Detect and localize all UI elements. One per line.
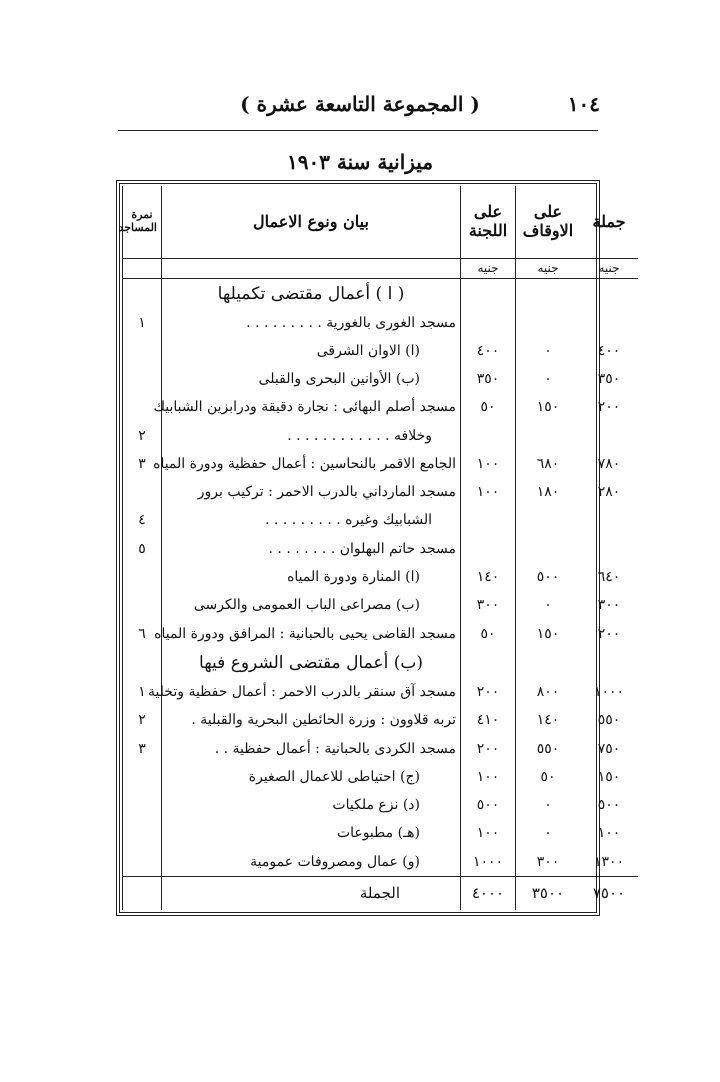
running-head: ( المجموعة التاسعة عشرة ) (240, 92, 480, 116)
table-row (123, 365, 639, 393)
row-total: ٢٠٠ (597, 399, 621, 416)
row-awqaf: ٥٠ (516, 763, 581, 791)
row-index (123, 278, 162, 308)
row-awqaf (516, 422, 581, 450)
row-awqaf: ٥٠٠ (516, 563, 581, 591)
row-total: ١٣٠٠ (593, 853, 625, 870)
unit-row (123, 258, 639, 278)
table-row (123, 734, 639, 762)
row-total: ٣٠٠ (597, 597, 621, 614)
grand-total-lajna: ٤٠٠٠ (461, 876, 516, 910)
row-lajna: ٥٠ (461, 393, 516, 421)
row-awqaf: ١٥٠ (516, 619, 581, 647)
row-description: ( ا ) أعمال مقتضى تكميلها (162, 278, 461, 308)
row-lajna (461, 506, 516, 534)
header-description: بيان ونوع الاعمال (162, 186, 461, 258)
row-total: ٢٠٠ (597, 625, 621, 642)
row-index: ٦ (123, 619, 162, 647)
row-index (123, 763, 162, 791)
row-index: ٣ (123, 450, 162, 478)
table-row (123, 422, 639, 450)
table-row (123, 678, 639, 706)
row-total: ٢٨٠ (597, 484, 621, 501)
header-rule (118, 130, 598, 131)
row-lajna (461, 535, 516, 563)
row-index (123, 591, 162, 619)
row-lajna: ١٤٠ (461, 563, 516, 591)
row-total: ٧٥٠ (597, 740, 621, 757)
row-awqaf: ١٨٠ (516, 478, 581, 506)
table-row (123, 706, 639, 734)
row-index (123, 337, 162, 365)
header-awqaf: على الاوقاف (516, 186, 581, 258)
row-awqaf: ٥٥٠ (516, 734, 581, 762)
row-total: ٦٤٠ (597, 568, 621, 585)
row-lajna: ١٠٠ (461, 819, 516, 847)
row-index (123, 819, 162, 847)
budget-body (123, 258, 639, 876)
table-row (123, 848, 639, 876)
row-awqaf: ٠ (516, 819, 581, 847)
row-lajna: ١٠٠٠ (461, 848, 516, 876)
budget-title: ميزانية سنة ١٩٠٣ (286, 150, 434, 174)
row-index: ٢ (123, 422, 162, 450)
table-row (123, 450, 639, 478)
table-row (123, 337, 639, 365)
row-index (123, 478, 162, 506)
row-awqaf: ٠ (516, 365, 581, 393)
row-description: مسجد القاضى يحيى بالحبانية : المرافق ودورة المياه (162, 619, 461, 647)
table-row (123, 563, 639, 591)
page-number: ١٠٤ (567, 92, 600, 116)
table-row (123, 506, 639, 534)
row-lajna (461, 422, 516, 450)
section-heading-row (123, 648, 639, 678)
row-awqaf: ٦٨٠ (516, 450, 581, 478)
row-lajna: ٤٠٠ (461, 337, 516, 365)
row-total: ٣٥٠ (597, 371, 621, 388)
row-description: الجامع الاقمر بالنحاسين : أعمال حفظية ودورة المياه (162, 450, 461, 478)
row-description: (ب) أعمال مقتضى الشروع فيها (162, 648, 461, 678)
row-description: مسجد الغورى بالغورية . . . . . . . . . (162, 308, 461, 336)
row-awqaf: ١٥٠ (516, 393, 581, 421)
row-description: (ج) احتياطى للاعمال الصغيرة (162, 763, 461, 791)
table-row (123, 819, 639, 847)
row-lajna: ١٠٠ (461, 450, 516, 478)
row-total: ١٠٠٠ (593, 684, 625, 701)
row-lajna: ٣٠٠ (461, 591, 516, 619)
row-index: ٣ (123, 734, 162, 762)
table-row (123, 591, 639, 619)
row-description: مسجد أصلم البهائى : نجارة دقيقة ودرابزين الشبابيك (162, 393, 461, 421)
row-total: ١٥٠ (597, 768, 621, 785)
header-total: جملة (580, 186, 638, 258)
row-index: ٤ (123, 506, 162, 534)
table-header-row (123, 186, 639, 258)
row-lajna: ٢٠٠ (461, 734, 516, 762)
row-index (123, 848, 162, 876)
budget-table (118, 186, 638, 910)
table-row (123, 791, 639, 819)
row-total (580, 506, 638, 534)
row-total (580, 648, 638, 678)
row-awqaf (516, 308, 581, 336)
row-index (123, 563, 162, 591)
row-index: ١ (123, 308, 162, 336)
row-lajna (461, 278, 516, 308)
row-awqaf (516, 535, 581, 563)
grand-total-row (123, 876, 639, 910)
row-lajna: ١٠٠ (461, 763, 516, 791)
row-lajna: ٣٥٠ (461, 365, 516, 393)
row-awqaf: ٠ (516, 337, 581, 365)
row-lajna: ٢٠٠ (461, 678, 516, 706)
row-description: مسجد آق سنقر بالدرب الاحمر : أعمال حفظية وتخلية (162, 678, 461, 706)
row-awqaf: ٨٠٠ (516, 678, 581, 706)
row-index: ٢ (123, 706, 162, 734)
table-row (123, 535, 639, 563)
row-total (580, 422, 638, 450)
row-total (580, 308, 638, 336)
row-description: (هـ) مطبوعات (162, 819, 461, 847)
row-total: ٤٠٠ (597, 342, 621, 359)
grand-total-awqaf: ٣٥٠٠ (516, 876, 581, 910)
row-total: ٧٨٠ (597, 455, 621, 472)
grand-total-index-blank (123, 876, 162, 910)
row-description: (د) نزع ملكيات (162, 791, 461, 819)
row-total (580, 278, 638, 308)
row-index (123, 365, 162, 393)
unit-total: جنيه (580, 258, 638, 278)
row-index (123, 791, 162, 819)
row-description: مسجد الكردى بالحبانية : أعمال حفظية . . (162, 734, 461, 762)
row-awqaf: ٣٠٠ (516, 848, 581, 876)
row-description: مسجد حاتم البهلوان . . . . . . . . (162, 535, 461, 563)
row-total: ٥٥٠ (597, 712, 621, 729)
unit-awqaf: جنيه (516, 258, 581, 278)
grand-total-total: ٧٥٠٠ (580, 876, 638, 910)
row-lajna: ٥٠ (461, 619, 516, 647)
unit-description-blank (162, 258, 461, 278)
row-total: ٥٠٠ (597, 797, 621, 814)
table-row (123, 393, 639, 421)
row-description: مسجد المارداني بالدرب الاحمر : تركيب برور (162, 478, 461, 506)
row-awqaf: ٠ (516, 791, 581, 819)
table-row (123, 619, 639, 647)
row-lajna: ٤١٠ (461, 706, 516, 734)
row-description: تربه قلاوون : وزرة الحائطين البحرية والقبلية . (162, 706, 461, 734)
section-heading-row (123, 278, 639, 308)
row-description: (ب) مصراعى الباب العمومى والكرسى (162, 591, 461, 619)
unit-lajna: جنيه (461, 258, 516, 278)
header-lajna: على اللجنة (461, 186, 516, 258)
row-awqaf (516, 648, 581, 678)
table-row (123, 478, 639, 506)
row-awqaf (516, 506, 581, 534)
row-lajna (461, 308, 516, 336)
row-index: ٥ (123, 535, 162, 563)
row-total (580, 535, 638, 563)
table-row (123, 308, 639, 336)
table-row (123, 763, 639, 791)
row-lajna: ٥٠٠ (461, 791, 516, 819)
header-index: نمرة المساجد (123, 186, 162, 258)
row-description: (و) عمال ومصروفات عمومية (162, 848, 461, 876)
row-description: (ا) الاوان الشرقى (162, 337, 461, 365)
row-total: ١٠٠ (597, 825, 621, 842)
row-index: ١ (123, 678, 162, 706)
unit-index-blank (123, 258, 162, 278)
row-description: وخلافه . . . . . . . . . . . . (162, 422, 461, 450)
row-description: (ب) الأوانين البحرى والقبلى (162, 365, 461, 393)
row-description: (ا) المنارة ودورة المياه (162, 563, 461, 591)
row-awqaf (516, 278, 581, 308)
row-description: الشبابيك وغيره . . . . . . . . . (162, 506, 461, 534)
row-awqaf: ١٤٠ (516, 706, 581, 734)
row-lajna: ١٠٠ (461, 478, 516, 506)
grand-total-label: الجملة (162, 876, 461, 910)
row-lajna (461, 648, 516, 678)
row-index (123, 648, 162, 678)
row-awqaf: ٠ (516, 591, 581, 619)
